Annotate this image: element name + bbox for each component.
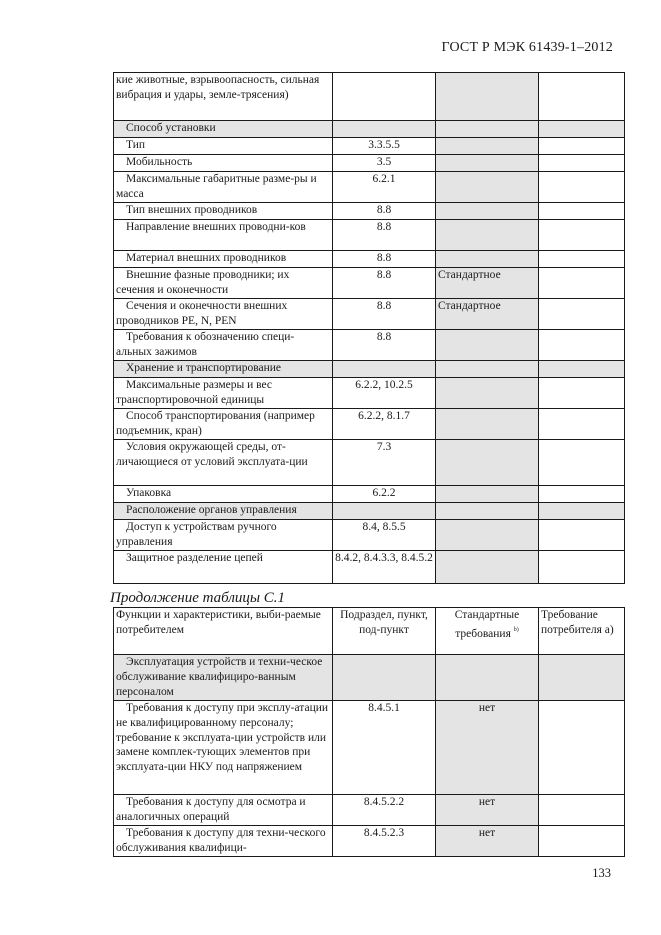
table-row: [114, 409, 625, 440]
section-label: Способ установки: [114, 121, 333, 138]
standard-cell: [436, 330, 539, 361]
clause-cell: [333, 73, 436, 121]
clause-cell: 8.8: [333, 251, 436, 268]
table-row: [114, 203, 625, 220]
feature-cell: Упаковка: [114, 486, 333, 503]
standard-cell: [436, 172, 539, 203]
clause-cell: 8.8: [333, 299, 436, 330]
standard-cell: [436, 520, 539, 551]
clause-cell: 6.2.2, 8.1.7: [333, 409, 436, 440]
table-row: [114, 551, 625, 584]
clause-cell: 8.4.2, 8.4.3.3, 8.4.5.2: [333, 551, 436, 584]
clause-cell: 8.4, 8.5.5: [333, 520, 436, 551]
customer-cell: [539, 486, 625, 503]
standard-cell: [436, 486, 539, 503]
table-row: [114, 701, 625, 795]
header-functions: Функции и характеристики, выби-раемые потребителем: [114, 608, 333, 655]
standard-cell: [436, 655, 539, 701]
customer-cell: [539, 203, 625, 220]
customer-cell: [539, 172, 625, 203]
table-caption: Продолжение таблицы С.1: [110, 590, 286, 606]
clause-cell: 3.5: [333, 155, 436, 172]
customer-cell: [539, 299, 625, 330]
header-standard-note: b): [513, 626, 519, 633]
customer-cell: [539, 826, 625, 857]
table-row: [114, 268, 625, 299]
customer-cell: [539, 361, 625, 378]
table-row: [114, 330, 625, 361]
section-row: [114, 655, 625, 701]
header-standard-label: Стандартные требования: [454, 609, 520, 640]
customer-cell: [539, 378, 625, 409]
header-subsection: Подраздел, пункт, под-пункт: [333, 608, 436, 655]
clause-cell: 8.8: [333, 203, 436, 220]
clause-cell: [333, 121, 436, 138]
standard-cell: [436, 409, 539, 440]
table-row: [114, 138, 625, 155]
feature-cell: Максимальные габаритные разме-ры и масса: [114, 172, 333, 203]
feature-cell: Максимальные размеры и вес транспортировочной единицы: [114, 378, 333, 409]
feature-cell: Тип: [114, 138, 333, 155]
standard-cell: нет: [436, 826, 539, 857]
customer-cell: [539, 330, 625, 361]
table-row: [114, 299, 625, 330]
clause-cell: 8.4.5.1: [333, 701, 436, 795]
customer-cell: [539, 121, 625, 138]
customer-cell: [539, 409, 625, 440]
customer-cell: [539, 268, 625, 299]
feature-cell: Способ транспортирования (например подъемник, кран): [114, 409, 333, 440]
table-row: [114, 378, 625, 409]
clause-cell: 6.2.1: [333, 172, 436, 203]
standard-cell: [436, 203, 539, 220]
customer-cell: [539, 440, 625, 486]
standard-cell: [436, 155, 539, 172]
customer-cell: [539, 220, 625, 251]
feature-cell: Материал внешних проводников: [114, 251, 333, 268]
standard-cell: Стандартное: [436, 268, 539, 299]
clause-cell: [333, 655, 436, 701]
clause-cell: 7.3: [333, 440, 436, 486]
standard-cell: [436, 138, 539, 155]
standard-cell: [436, 121, 539, 138]
table-header-row: [114, 608, 625, 655]
clause-cell: [333, 361, 436, 378]
clause-cell: 3.3.5.5: [333, 138, 436, 155]
customer-cell: [539, 73, 625, 121]
standard-cell: нет: [436, 795, 539, 826]
feature-cell: кие животные, взрывоопасность, сильная вибрация и удары, земле-трясения): [114, 73, 333, 121]
table-row: [114, 795, 625, 826]
page-header: ГОСТ Р МЭК 61439-1–2012: [441, 40, 613, 55]
feature-cell: Требования к доступу для осмотра и аналогичных операций: [114, 795, 333, 826]
feature-cell: Защитное разделение цепей: [114, 551, 333, 584]
section-row: [114, 121, 625, 138]
customer-cell: [539, 503, 625, 520]
table-bottom: [113, 607, 625, 857]
customer-cell: [539, 155, 625, 172]
table-row: [114, 826, 625, 857]
section-label: Хранение и транспортирование: [114, 361, 333, 378]
header-customer: Требование потребителя а): [539, 608, 625, 655]
clause-cell: 8.8: [333, 220, 436, 251]
customer-cell: [539, 655, 625, 701]
clause-cell: 8.4.5.2.3: [333, 826, 436, 857]
feature-cell: Мобильность: [114, 155, 333, 172]
standard-cell: нет: [436, 701, 539, 795]
feature-cell: Направление внешних проводни-ков: [114, 220, 333, 251]
table-row: [114, 220, 625, 251]
section-row: [114, 503, 625, 520]
clause-cell: 6.2.2: [333, 486, 436, 503]
table-row: [114, 486, 625, 503]
feature-cell: Тип внешних проводников: [114, 203, 333, 220]
standard-cell: [436, 551, 539, 584]
clause-cell: 8.8: [333, 268, 436, 299]
clause-cell: 8.8: [333, 330, 436, 361]
customer-cell: [539, 520, 625, 551]
table-row: [114, 172, 625, 203]
section-row: [114, 361, 625, 378]
standard-cell: [436, 440, 539, 486]
table-row: [114, 440, 625, 486]
customer-cell: [539, 138, 625, 155]
table-row: [114, 155, 625, 172]
table-row: [114, 73, 625, 121]
feature-cell: Требования к обозначению специ-альных зажимов: [114, 330, 333, 361]
feature-cell: Сечения и оконечности внешних проводников PE, N, PEN: [114, 299, 333, 330]
standard-cell: [436, 73, 539, 121]
section-label: Расположение органов управления: [114, 503, 333, 520]
section-label: Эксплуатация устройств и техни-ческое обслуживание квалифициро-ванным персоналом: [114, 655, 333, 701]
standard-cell: [436, 361, 539, 378]
feature-cell: Требования к доступу для техни-ческого обслуживания квалифици-: [114, 826, 333, 857]
standard-cell: [436, 220, 539, 251]
feature-cell: Доступ к устройствам ручного управления: [114, 520, 333, 551]
customer-cell: [539, 795, 625, 826]
header-standard: [436, 608, 539, 655]
clause-cell: 6.2.2, 10.2.5: [333, 378, 436, 409]
customer-cell: [539, 701, 625, 795]
standard-cell: [436, 503, 539, 520]
table-top: [113, 72, 625, 584]
clause-cell: 8.4.5.2.2: [333, 795, 436, 826]
feature-cell: Внешние фазные проводники; их сечения и оконечности: [114, 268, 333, 299]
table-row: [114, 520, 625, 551]
feature-cell: Требования к доступу при эксплу-атации не квалифицированному персоналу; требование к эксплуата-ции устройств или замене комплек-тующих элементов при эксплуата-ции НКУ под напряжением: [114, 701, 333, 795]
standard-cell: [436, 378, 539, 409]
clause-cell: [333, 503, 436, 520]
customer-cell: [539, 251, 625, 268]
customer-cell: [539, 551, 625, 584]
standard-cell: Стандартное: [436, 299, 539, 330]
standard-cell: [436, 251, 539, 268]
page-number: 133: [592, 866, 611, 880]
table-row: [114, 251, 625, 268]
feature-cell: Условия окружающей среды, от-личающиеся от условий эксплуата-ции: [114, 440, 333, 486]
